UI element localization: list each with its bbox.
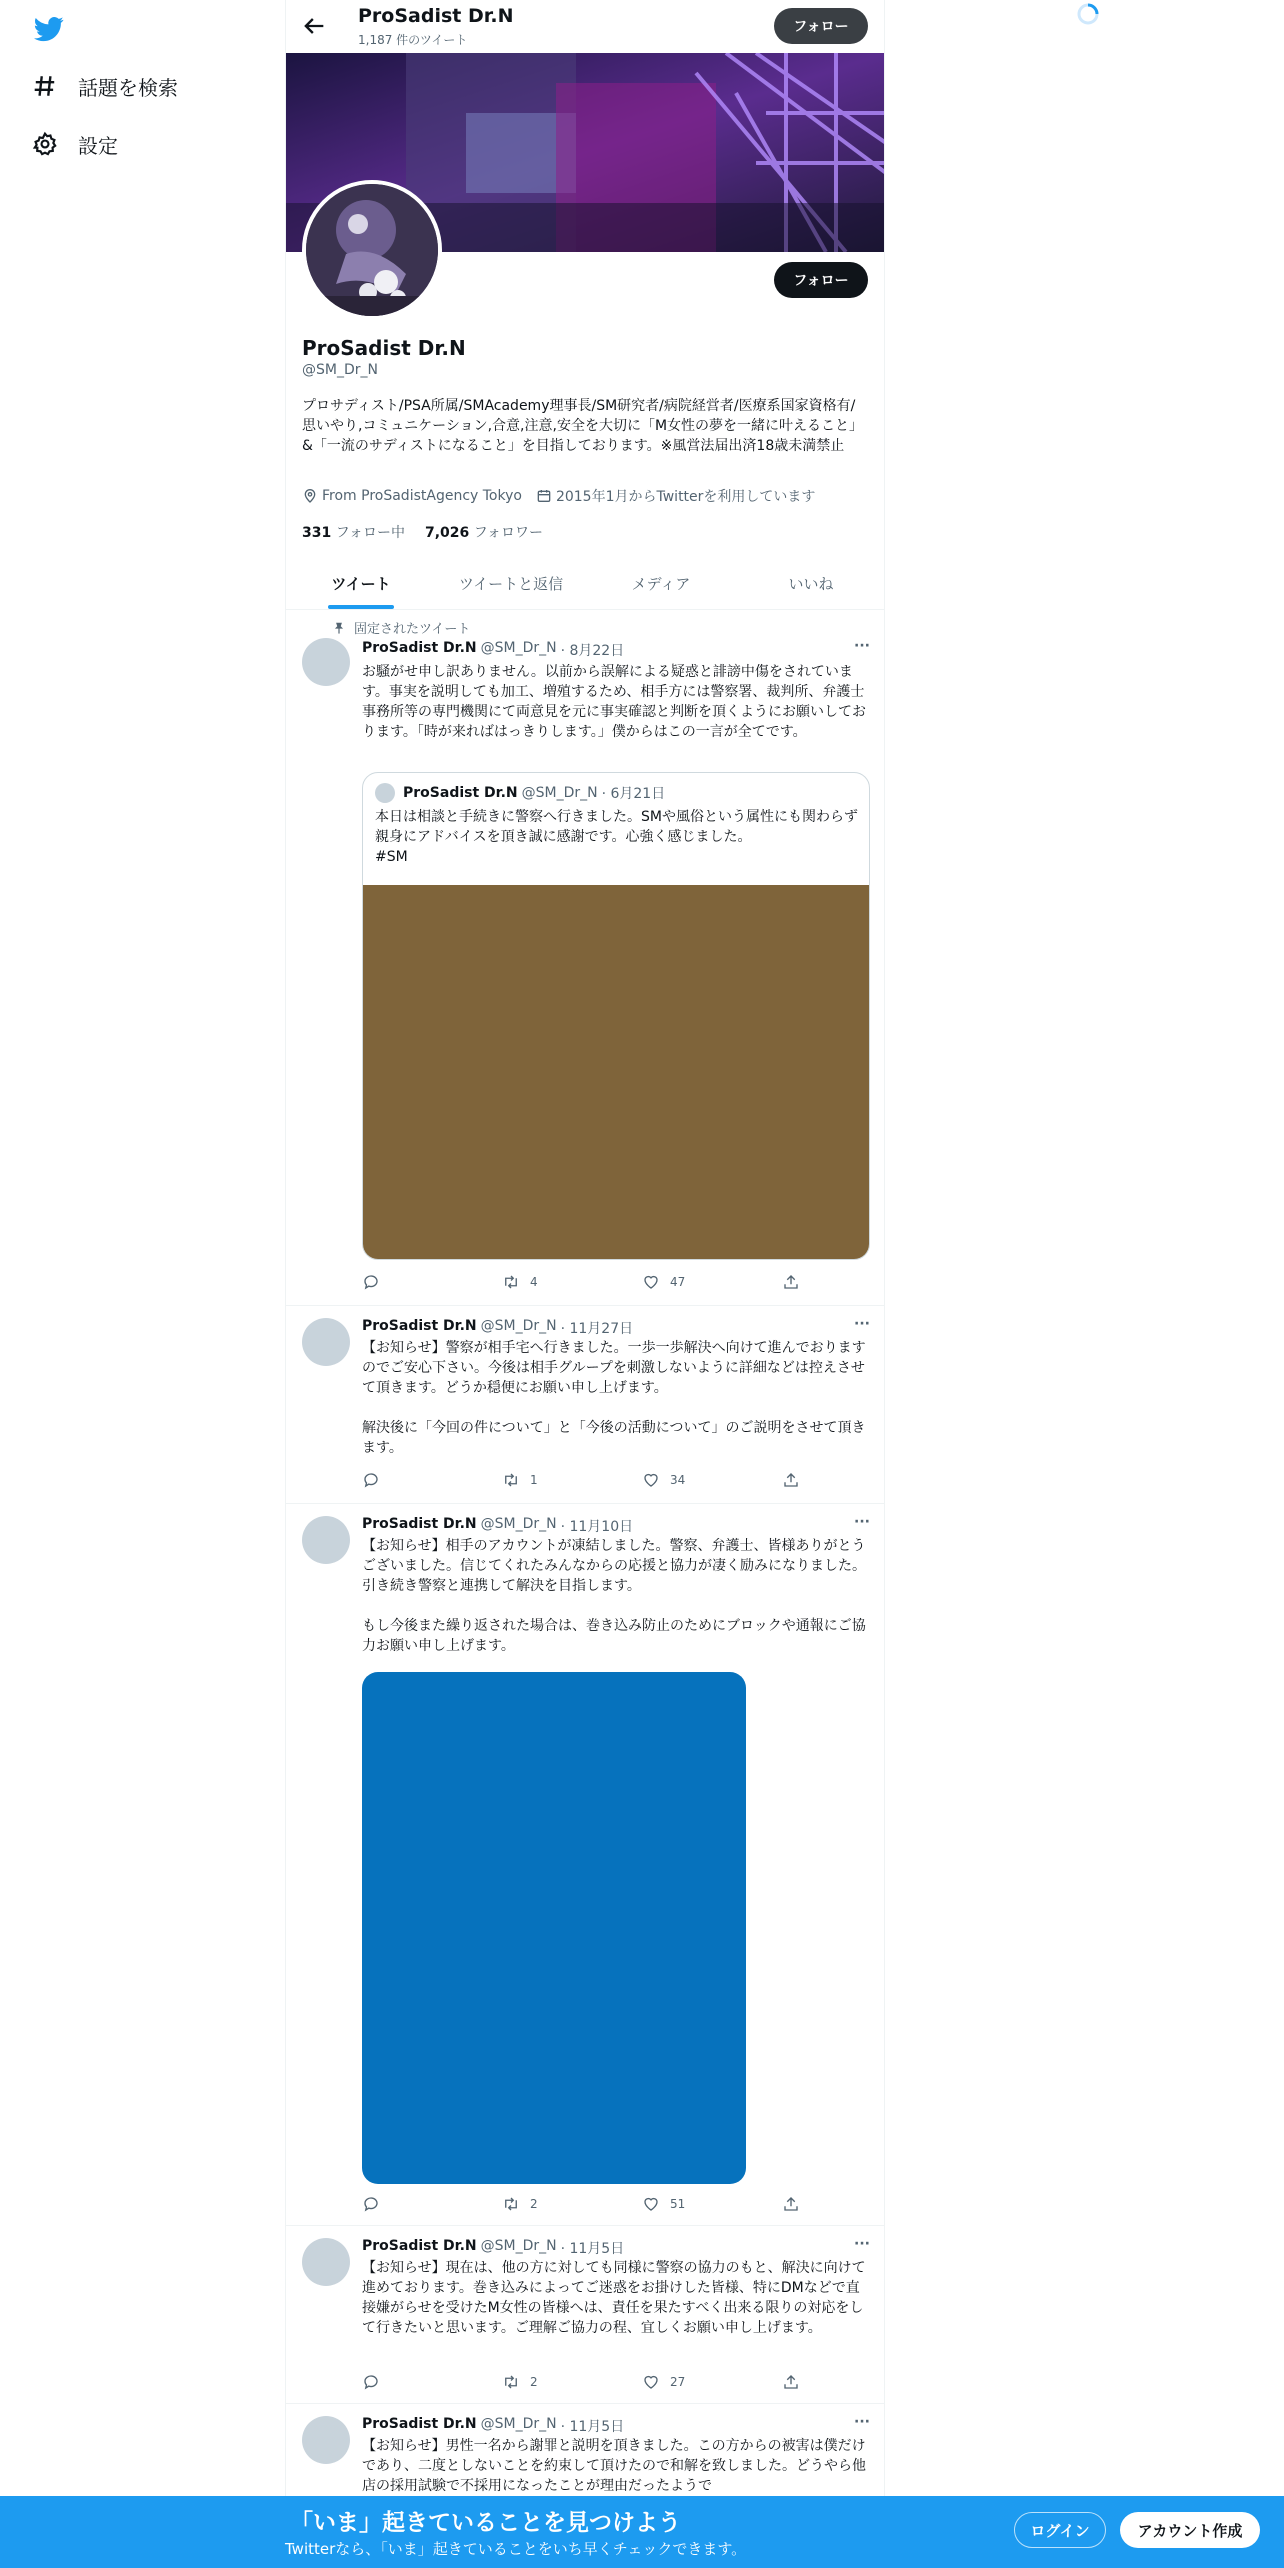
tweet-more-button[interactable]: ··· [854,1514,870,1530]
profile-meta [302,486,815,506]
tweet-date[interactable]: · 11月10日 [560,1519,634,1535]
reply-icon [362,1273,380,1291]
quoted-tweet-header [375,783,665,803]
like-icon [642,1471,660,1489]
reply-icon [362,2195,380,2213]
tab-likes[interactable]: いいね [788,575,834,593]
like-icon [642,2373,660,2391]
header-follow-button[interactable]: フォロー [774,8,868,44]
like-icon [642,1273,660,1291]
like-button[interactable] [642,2372,742,2392]
quoted-date: · 6月21日 [601,786,666,802]
tweet-more-button[interactable]: ··· [854,638,870,654]
tweet-text: お騒がせ申し訳ありません。以前から誤解による疑惑と誹謗中傷をされています。事実を説明しても加工、増殖するため、相手方には警察署、裁判所、弁護士事務所等の専門機関にて両意見を元に事実確認と判断を頂くようにお願いしております。「時が来ればはっきりします。」僕からはこの一言が全てです。 [362,664,866,740]
followers-link[interactable] [425,522,543,542]
tweet-more-button[interactable]: ··· [854,2236,870,2252]
like-button[interactable] [642,1272,742,1292]
avatar-image [306,184,438,316]
retweet-icon [502,1471,520,1489]
profile-bio: プロサディスト/PSA所属/SMAcademy理事長/SM研究者/病院経営者/医療系国家資格有/思いやり,コミュニケーション,合意,注意,安全を大切に「M女性の夢を一緒に叶えること」&「一流のサディストになること」を目指しております。※風営法届出済18歳未満禁止 [302,398,864,454]
share-button[interactable] [782,1470,802,1490]
quoted-text: 本日は相談と手続きに警察へ行きました。SMや風俗という属性にも関わらず親身にアドバイスを頂き誠に感謝です。心強く感じました。 #SM [375,809,858,865]
share-icon [782,2373,800,2391]
signup-button[interactable]: アカウント作成 [1120,2512,1260,2548]
retweet-button[interactable] [502,1470,602,1490]
profile-tabs [286,558,885,610]
like-count: 27 [670,2375,686,2389]
tweet[interactable] [286,1504,885,2226]
share-icon [782,1471,800,1489]
retweet-icon [502,2373,520,2391]
tweet-author-handle: @SM_Dr_N [480,1516,557,1532]
tweet-avatar[interactable] [302,1318,350,1366]
tweet-header [362,1318,633,1338]
like-count: 47 [670,1275,686,1289]
loading-spinner-icon [1076,2,1100,26]
retweet-count: 4 [530,1275,538,1289]
like-button[interactable] [642,1470,742,1490]
tweet-author-name[interactable]: ProSadist Dr.N [362,2238,477,2254]
tweet-actions [362,1470,802,1490]
share-button[interactable] [782,2372,802,2392]
reply-button[interactable] [362,2194,462,2214]
profile-follow-button[interactable]: フォロー [774,262,868,298]
tweet-more-button[interactable]: ··· [854,1316,870,1332]
tweet-header [362,2238,624,2258]
quoted-media-image[interactable] [363,885,870,1259]
hashtag-icon [32,73,58,99]
tweet-text: 【お知らせ】現在は、他の方に対しても同様に警察の協力のもと、解決に向けて進めております。巻き込みによってご迷惑をお掛けした皆様、特にDMなどで直接嫌がらせを受けたM女性の皆様へは、責任を果たすべく出来る限りの対応をして行きたいと思います。ご理解ご協力の程、宜しくお願い申し上げます。 [362,2260,866,2336]
profile-avatar[interactable] [302,180,442,320]
tweet-author-name[interactable]: ProSadist Dr.N [362,1516,477,1532]
profile-name: ProSadist Dr.N [302,336,466,360]
like-count: 34 [670,1473,686,1487]
tweet-text: 【お知らせ】相手のアカウントが凍結しました。警察、弁護士、皆様ありがとうございました。信じてくれたみんなからの応援と協力が凄く励みになりました。引き続き警察と連携して解決を目指します。 もし今後また繰り返された場合は、巻き込み防止のためにブロックや通報にご協力お願い申し上げます。 [362,1538,866,1654]
quoted-tweet[interactable] [362,772,870,1260]
header-name: ProSadist Dr.N [358,5,514,27]
retweet-button[interactable] [502,1272,602,1292]
profile-follow-stats [302,522,543,542]
retweet-count: 2 [530,2197,538,2211]
tweet-author-handle: @SM_Dr_N [480,1318,557,1334]
following-label: フォロー中 [335,525,405,541]
back-arrow-icon[interactable] [300,12,328,40]
retweet-icon [502,1273,520,1291]
tweet[interactable] [286,1306,885,1504]
following-link[interactable] [302,522,405,542]
following-count: 331 [302,525,332,541]
tweet-avatar[interactable] [302,2238,350,2286]
tweet-actions [362,2372,802,2392]
retweet-button[interactable] [502,2372,602,2392]
profile-joined-text: 2015年1月からTwitterを利用しています [555,489,816,505]
tab-tweets-and-replies[interactable]: ツイートと返信 [458,575,564,593]
nav-settings-label: 設定 [78,133,118,158]
tab-media[interactable]: メディア [631,575,691,593]
tweet-author-handle: @SM_Dr_N [480,2238,557,2254]
tweet-header [362,640,624,660]
pinned-text: 固定されたツイート [354,622,471,637]
profile-handle: @SM_Dr_N [302,362,378,378]
tweet-avatar[interactable] [302,638,350,686]
tweet-avatar[interactable] [302,1516,350,1564]
nav-explore-label: 話題を検索 [78,75,178,100]
reply-button[interactable] [362,1272,462,1292]
share-icon [782,2195,800,2213]
calendar-icon [536,488,552,504]
tweet-header [362,2416,624,2436]
followers-count: 7,026 [425,525,470,541]
tweet-date[interactable]: · 11月27日 [560,1321,634,1337]
tweet[interactable] [286,2226,885,2404]
quoted-author-handle: @SM_Dr_N [521,785,598,801]
reply-button[interactable] [362,1470,462,1490]
profile-joined [536,486,815,506]
tweet-header [362,1516,633,1536]
like-button[interactable] [642,2194,742,2214]
share-button[interactable] [782,2194,802,2214]
reply-button[interactable] [362,2372,462,2392]
bottom-title: 「いま」起きていることを見つけよう [290,2510,681,2536]
tweet-author-name[interactable]: ProSadist Dr.N [362,640,477,656]
profile-header-bar [286,0,885,53]
tweet-author-name[interactable]: ProSadist Dr.N [362,1318,477,1334]
twitter-logo[interactable] [32,14,66,44]
location-icon [302,488,318,504]
login-button[interactable]: ログイン [1014,2512,1106,2548]
retweet-count: 2 [530,2375,538,2389]
retweet-icon [502,2195,520,2213]
reply-icon [362,1471,380,1489]
tweet-author-handle: @SM_Dr_N [480,2416,557,2432]
tweet[interactable] [286,610,885,1306]
reply-icon [362,2373,380,2391]
main-column [285,0,885,2568]
tweet-date[interactable]: · 8月22日 [560,643,625,659]
header-tweet-count: 1,187 件のツイート [358,33,468,47]
tab-tweets[interactable]: ツイート [286,558,436,609]
tweet-media-image[interactable] [362,1672,746,2184]
quoted-author-name: ProSadist Dr.N [403,785,518,801]
bottom-signup-bar [0,2496,1284,2568]
tweet-actions [362,1272,802,1292]
nav-settings[interactable] [32,124,118,164]
like-count: 51 [670,2197,686,2211]
tweet-avatar[interactable] [302,2416,350,2464]
bottom-subtitle: Twitterなら、「いま」起きていることをいち早くチェックできます。 [285,2540,747,2558]
gear-icon [32,131,58,157]
tweet-more-button[interactable]: ··· [854,2414,870,2430]
like-icon [642,2195,660,2213]
tweet-text: 【お知らせ】男性一名から謝罪と説明を頂きました。この方からの被害は僕だけであり、二度としないことを約束して頂けたので和解を致しました。どうやら他店の採用試験で不採用になったことが理由だったようで [362,2438,866,2494]
quoted-avatar [375,783,395,803]
profile-location-text: From ProSadistAgency Tokyo [322,488,522,504]
followers-label: フォロワー [473,525,544,541]
tweet-author-handle: @SM_Dr_N [480,640,557,656]
share-button[interactable] [782,1272,802,1292]
retweet-count: 1 [530,1473,538,1487]
tweet-text: 【お知らせ】警察が相手宅へ行きました。一歩一歩解決へ向けて進んでおりますのでご安心下さい。今後は相手グループを刺激しないように詳細などは控えさせて頂きます。どうか穏便にお願い申し上げます。 解決後に「今回の件について」と「今後の活動について」のご説明をさせて頂きます。 [362,1340,866,1456]
tweet-actions [362,2194,802,2214]
tweet-date[interactable]: · 11月5日 [560,2419,625,2435]
profile-location [302,488,522,504]
tweet-date[interactable]: · 11月5日 [560,2241,625,2257]
share-icon [782,1273,800,1291]
retweet-button[interactable] [502,2194,602,2214]
tweet-author-name[interactable]: ProSadist Dr.N [362,2416,477,2432]
nav-explore[interactable] [32,66,178,106]
